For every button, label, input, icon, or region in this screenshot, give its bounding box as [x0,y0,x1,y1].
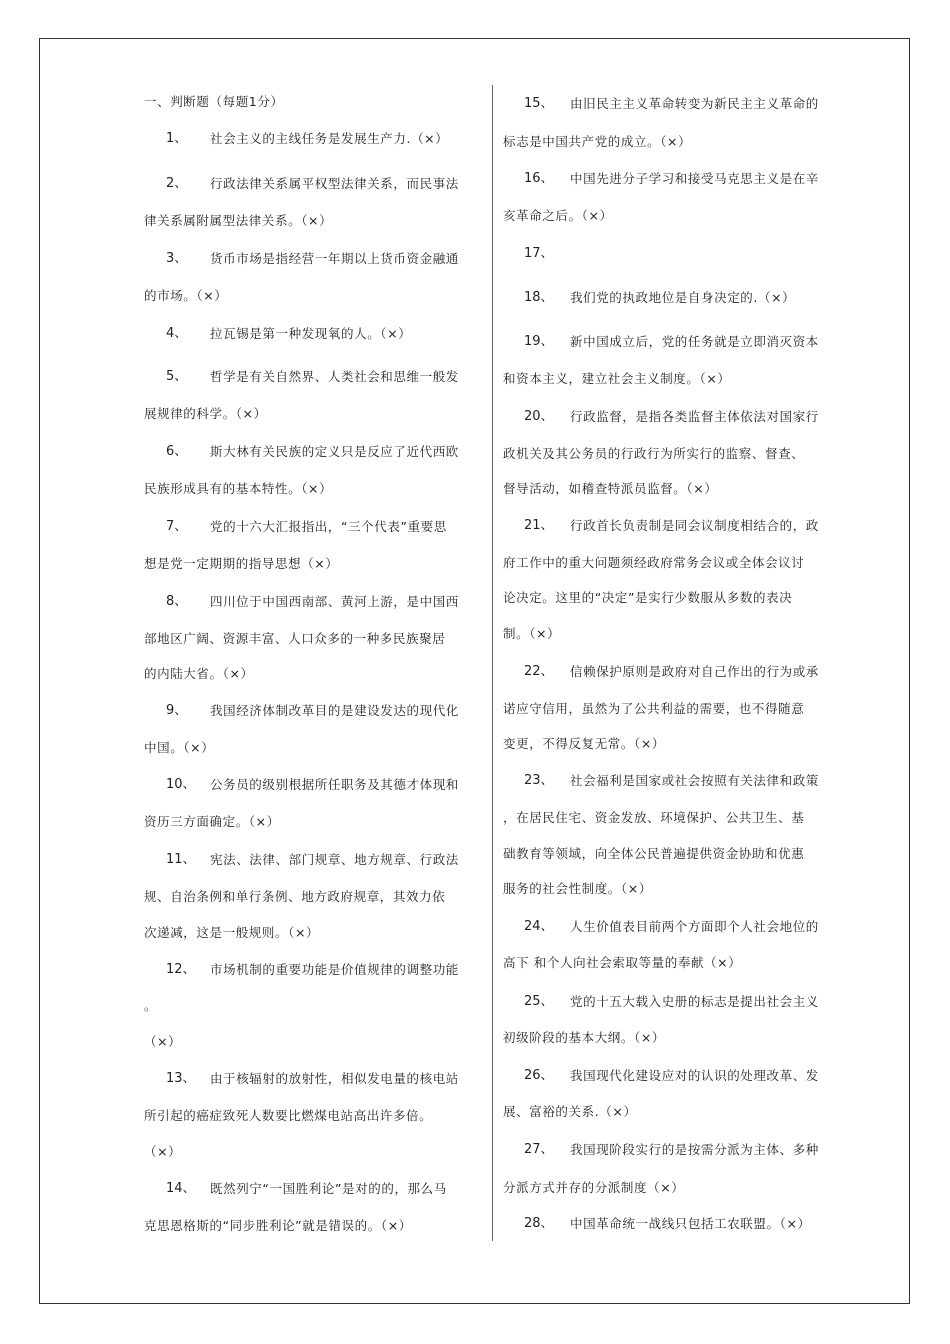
question-number: 10、 [166,777,196,792]
question-text-line: 服务的社会性制度。（×） [503,881,652,896]
question-text-line: 中国先进分子学习和接受马克思主义是在辛 [570,171,819,186]
question-text-line: 中国革命统一战线只包括工农联盟。（×） [570,1216,811,1231]
question-text-line: 论决定。这里的“决定”是实行少数服从多数的表决 [503,590,793,605]
question-number: 20、 [524,409,554,424]
question-text-line: 斯大林有关民族的定义只是反应了近代西欧 [210,444,459,459]
question-number: 7、 [166,519,188,534]
question-text-line: 民族形成具有的基本特性。（×） [144,481,333,496]
question-number: 1、 [166,131,188,146]
question-text-line: 政机关及其公务员的行政行为所实行的监察、督查、 [503,446,805,461]
question-text-line: 高下 和个人向社会索取等量的奉献（×） [503,955,742,970]
question-text-line: 诺应守信用，虽然为了公共利益的需要，也不得随意 [503,701,805,716]
question-text-line: 宪法、法律、部门规章、地方规章、行政法 [210,852,459,867]
question-text-line: 的市场。（×） [144,288,228,303]
question-text-line: 标志是中国共产党的成立。（×） [503,134,692,149]
question-text-line: （×） [144,1034,182,1049]
question-number: 19、 [524,334,554,349]
question-number: 28、 [524,1216,554,1231]
question-text-line: 行政法律关系属平权型法律关系，而民事法 [210,176,459,191]
question-text-line: 和资本主义，建立社会主义制度。（×） [503,371,731,386]
question-text-line: 公务员的级别根据所任职务及其德才体现和 [210,777,459,792]
question-text-line: 人生价值表目前两个方面即个人社会地位的 [570,919,819,934]
question-text-line: 。 [144,998,158,1013]
question-number: 24、 [524,919,554,934]
question-text-line: 行政首长负责制是同会议制度相结合的，政 [570,518,819,533]
question-text-line: 部地区广阔、资源丰富、人口众多的一种多民族聚居 [144,631,446,646]
question-text-line: 亥革命之后。（×） [503,208,613,223]
question-text-line: 我国现代化建设应对的认识的处理改革、发 [570,1068,819,1083]
question-number: 11、 [166,852,196,867]
question-text-line: 变更，不得反复无常。（×） [503,736,666,751]
question-number: 12、 [166,962,196,977]
question-number: 26、 [524,1068,554,1083]
question-text-line: 社会福利是国家或社会按照有关法律和政策 [570,773,819,788]
question-text-line: 党的十五大载入史册的标志是提出社会主义 [570,994,819,1009]
question-text-line: 克思恩格斯的“同步胜利论”就是错误的。（×） [144,1218,412,1233]
question-number: 2、 [166,176,188,191]
question-text-line: 由于核辐射的放射性，相似发电量的核电站 [210,1071,459,1086]
question-text-line: 社会主义的主线任务是发展生产力.（×） [210,131,449,146]
question-number: 3、 [166,251,188,266]
question-text-line: 展、富裕的关系.（×） [503,1104,637,1119]
question-number: 8、 [166,594,188,609]
question-text-line: 次递减，这是一般规则。（×） [144,925,320,940]
question-number: 4、 [166,326,188,341]
question-text-line: 哲学是有关自然界、人类社会和思维一般发 [210,369,459,384]
question-text-line: 行政监督，是指各类监督主体依法对国家行 [570,409,819,424]
question-text-line: 中国。（×） [144,740,215,755]
question-text-line: 我们党的执政地位是自身决定的.（×） [570,290,796,305]
question-text-line: 我国经济体制改革目的是建设发达的现代化 [210,703,459,718]
question-number: 6、 [166,444,188,459]
section-title: 一、判断题（每题1分） [144,94,284,109]
question-text-line: ，在居民住宅、资金发放、环境保护、公共卫生、基 [503,810,805,825]
question-text-line: 我国现阶段实行的是按需分派为主体、多种 [570,1142,819,1157]
question-text-line: 制。（×） [503,626,561,641]
question-text-line: 础教育等领域，向全体公民普遍提供资金协助和优惠 [503,846,805,861]
question-text-line: 拉瓦锡是第一种发现氧的人。（×） [210,326,412,341]
question-text-line: 由旧民主主义革命转变为新民主主义革命的 [570,96,819,111]
question-number: 9、 [166,703,188,718]
question-number: 14、 [166,1181,196,1196]
question-number: 13、 [166,1071,196,1086]
question-number: 21、 [524,518,554,533]
question-text-line: 分派方式并存的分派制度（×） [503,1180,685,1195]
question-text-line: （×） [144,1144,182,1159]
question-text-line: 初级阶段的基本大纲。（×） [503,1030,666,1045]
question-text-line: 的内陆大省。（×） [144,666,254,681]
question-number: 23、 [524,773,554,788]
question-text-line: 想是党一定期期的指导思想（×） [144,556,339,571]
question-text-line: 所引起的癌症致死人数要比燃煤电站高出许多倍。 [144,1108,433,1123]
question-text-line: 律关系属附属型法律关系。（×） [144,213,333,228]
question-text-line: 新中国成立后，党的任务就是立即消灭资本 [570,334,819,349]
question-text-line: 资历三方面确定。（×） [144,814,280,829]
question-text-line: 既然列宁“一国胜利论”是对的的，那么马 [210,1181,447,1196]
question-text-line: 督导活动，如稽查特派员监督。（×） [503,481,718,496]
question-number: 5、 [166,369,188,384]
question-number: 25、 [524,994,554,1009]
question-text-line: 府工作中的重大问题须经政府常务会议或全体会议讨 [503,555,805,570]
question-number: 18、 [524,290,554,305]
question-text-line: 四川位于中国西南部、黄河上游，是中国西 [210,594,459,609]
question-number: 22、 [524,664,554,679]
question-text-line: 货币市场是指经营一年期以上货币资金融通 [210,251,459,266]
question-number: 15、 [524,96,554,111]
question-text-line: 市场机制的重要功能是价值规律的调整功能 [210,962,459,977]
question-text-line: 信赖保护原则是政府对自己作出的行为或承 [570,664,819,679]
column-divider [492,85,493,1241]
question-text-line: 规、自治条例和单行条例、地方政府规章，其效力依 [144,889,446,904]
question-number: 16、 [524,171,554,186]
question-number: 17、 [524,246,554,261]
question-number: 27、 [524,1142,554,1157]
question-text-line: 展规律的科学。（×） [144,406,267,421]
question-text-line: 党的十六大汇报指出，“三个代表”重要思 [210,519,447,534]
